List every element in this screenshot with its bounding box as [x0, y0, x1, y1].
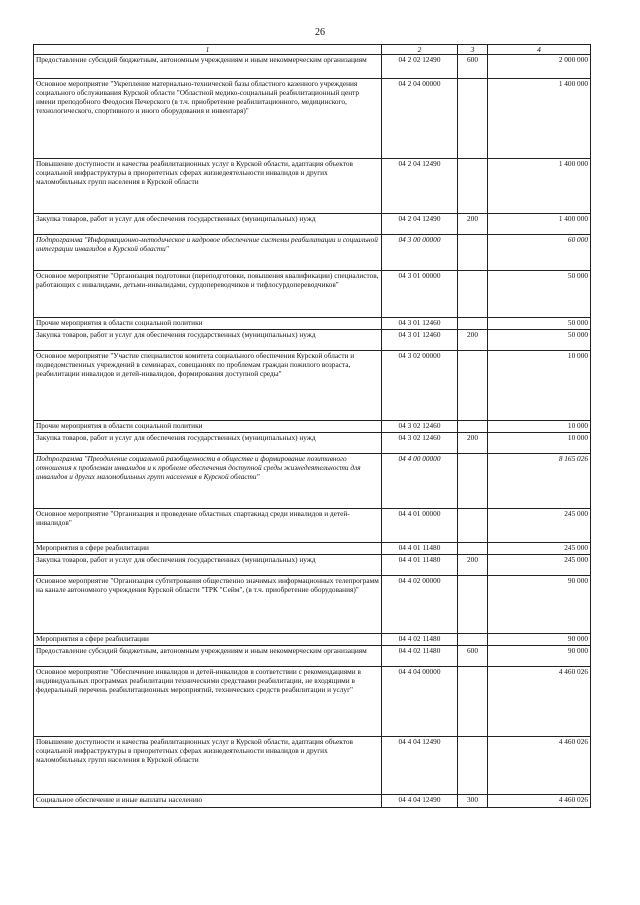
row-type-cell: 200 — [458, 433, 488, 454]
row-name-cell: Основное мероприятие "Укрепление материально-технической базы областного казенного учреждения социального обслуживания Курской области "Областной медико-социальный реабилитационный центр имени преподобного Феодосия Печерского (в т.ч. приобретение реабилитационного, медицинского, технологического, спортивного и иного оборудования и инвентаря)" — [34, 79, 382, 159]
row-name-cell: Закупка товаров, работ и услуг для обеспечения государственных (муниципальных) нужд — [34, 214, 382, 235]
row-amount-cell: 245 000 — [488, 509, 591, 543]
row-code-cell: 04 3 01 00000 — [382, 271, 458, 318]
row-amount-cell: 245 000 — [488, 543, 591, 555]
row-code-cell: 04 4 02 00000 — [382, 576, 458, 634]
row-type-cell — [458, 351, 488, 421]
row-type-cell: 600 — [458, 55, 488, 79]
row-name-cell: Подпрограмма "Преодоление социальной разобщенности в обществе и формирование позитивного отношения к проблемам инвалидов и к проблеме обеспечения доступной среды жизнедеятельности для инвалидов и других маломобильных групп населения в Курской области" — [34, 454, 382, 509]
row-name-cell: Закупка товаров, работ и услуг для обеспечения государственных (муниципальных) нужд — [34, 433, 382, 454]
header-cell-2: 2 — [382, 45, 458, 55]
row-type-cell — [458, 318, 488, 330]
row-name-cell: Закупка товаров, работ и услуг для обеспечения государственных (муниципальных) нужд — [34, 555, 382, 576]
row-code-cell: 04 4 04 12490 — [382, 737, 458, 795]
page-number: 26 — [315, 27, 325, 38]
table-row — [34, 421, 591, 433]
row-amount-cell: 2 000 000 — [488, 55, 591, 79]
row-amount-cell: 10 000 — [488, 351, 591, 421]
table-row — [34, 576, 591, 634]
table-row — [34, 646, 591, 667]
table-row — [34, 330, 591, 351]
row-code-cell: 04 2 04 12490 — [382, 214, 458, 235]
row-code-cell: 04 4 00 00000 — [382, 454, 458, 509]
row-type-cell: 600 — [458, 646, 488, 667]
row-type-cell — [458, 159, 488, 214]
table-row — [34, 235, 591, 271]
row-amount-cell: 90 000 — [488, 576, 591, 634]
row-amount-cell: 90 000 — [488, 646, 591, 667]
row-amount-cell: 245 000 — [488, 555, 591, 576]
table-body — [34, 45, 591, 808]
row-name-cell: Основное мероприятие "Организация субтитрования общественно значимых информационных телепрограмм на канале автономного учреждения Курской области "ТРК "Сейм", (в т.ч. приобретение оборудования)" — [34, 576, 382, 634]
row-type-cell — [458, 79, 488, 159]
row-amount-cell: 4 460 026 — [488, 667, 591, 737]
table-row — [34, 667, 591, 737]
row-code-cell: 04 2 04 12490 — [382, 159, 458, 214]
row-code-cell: 04 4 02 11480 — [382, 646, 458, 667]
table-row — [34, 634, 591, 646]
row-code-cell: 04 3 01 12460 — [382, 318, 458, 330]
row-code-cell: 04 3 02 00000 — [382, 351, 458, 421]
table-row — [34, 454, 591, 509]
row-code-cell: 04 2 02 12490 — [382, 55, 458, 79]
row-amount-cell: 50 000 — [488, 271, 591, 318]
row-type-cell — [458, 634, 488, 646]
row-type-cell: 300 — [458, 795, 488, 808]
row-name-cell: Закупка товаров, работ и услуг для обеспечения государственных (муниципальных) нужд — [34, 330, 382, 351]
row-type-cell — [458, 421, 488, 433]
row-code-cell: 04 3 02 12460 — [382, 421, 458, 433]
row-amount-cell: 4 460 026 — [488, 737, 591, 795]
table-row — [34, 509, 591, 543]
row-amount-cell: 1 400 000 — [488, 159, 591, 214]
row-code-cell: 04 3 01 12460 — [382, 330, 458, 351]
row-name-cell: Прочие мероприятия в области социальной политики — [34, 318, 382, 330]
table-row — [34, 214, 591, 235]
row-code-cell: 04 4 01 00000 — [382, 509, 458, 543]
row-amount-cell: 50 000 — [488, 318, 591, 330]
row-type-cell — [458, 271, 488, 318]
row-type-cell — [458, 667, 488, 737]
row-name-cell: Основное мероприятие "Обеспечение инвалидов и детей-инвалидов в соответствии с рекомендациями в индивидуальных программах реабилитации техническими средствами реабилитации, не входящими в федеральный перечень реабилитационных мероприятий, технических средств реабилитации и услуг" — [34, 667, 382, 737]
budget-table — [33, 44, 591, 808]
row-type-cell: 200 — [458, 555, 488, 576]
table-row — [34, 271, 591, 318]
row-code-cell: 04 2 04 00000 — [382, 79, 458, 159]
header-row — [34, 45, 591, 55]
row-amount-cell: 10 000 — [488, 421, 591, 433]
header-cell-4: 4 — [488, 45, 591, 55]
table-row — [34, 318, 591, 330]
row-type-cell — [458, 454, 488, 509]
table-row — [34, 737, 591, 795]
row-code-cell: 04 4 02 11480 — [382, 634, 458, 646]
row-amount-cell: 4 460 026 — [488, 795, 591, 808]
row-type-cell: 200 — [458, 330, 488, 351]
table-row — [34, 555, 591, 576]
table-row — [34, 79, 591, 159]
row-code-cell: 04 3 00 00000 — [382, 235, 458, 271]
row-name-cell: Основное мероприятие "Участие специалистов комитета социального обеспечения Курской области и подведомственных учреждений в семинарах, совещаниях по проблемам граждан пожилого возраста, реабилитации инвалидов и детей-инвалидов, формирования доступной среды" — [34, 351, 382, 421]
header-cell-1: 1 — [34, 45, 382, 55]
row-amount-cell: 50 000 — [488, 330, 591, 351]
row-code-cell: 04 4 04 00000 — [382, 667, 458, 737]
table-row — [34, 55, 591, 79]
row-amount-cell: 1 400 000 — [488, 79, 591, 159]
row-type-cell — [458, 737, 488, 795]
row-name-cell: Основное мероприятие "Организация и проведение областных спартакиад среди инвалидов и детей-инвалидов" — [34, 509, 382, 543]
row-code-cell: 04 4 04 12490 — [382, 795, 458, 808]
row-name-cell: Предоставление субсидий бюджетным, автономным учреждениям и иным некоммерческим организациям — [34, 646, 382, 667]
row-type-cell — [458, 235, 488, 271]
table-row — [34, 433, 591, 454]
row-amount-cell: 8 165 026 — [488, 454, 591, 509]
row-name-cell: Подпрограмма "Информационно-методическое и кадровое обеспечение системы реабилитации и социальной интеграции инвалидов в Курской области" — [34, 235, 382, 271]
row-code-cell: 04 4 01 11480 — [382, 555, 458, 576]
row-name-cell: Основное мероприятие "Организация подготовки (переподготовки, повышения квалификации) специалистов, работающих с инвалидами, детьми-инвалидами, сурдопереводчиков и тифлосурдопереводчиков" — [34, 271, 382, 318]
row-amount-cell: 1 400 000 — [488, 214, 591, 235]
row-amount-cell: 90 000 — [488, 634, 591, 646]
row-name-cell: Социальное обеспечение и иные выплаты населению — [34, 795, 382, 808]
row-type-cell — [458, 509, 488, 543]
row-name-cell: Мероприятия в сфере реабилитации — [34, 634, 382, 646]
row-type-cell: 200 — [458, 214, 488, 235]
table-row — [34, 543, 591, 555]
row-name-cell: Повышение доступности и качества реабилитационных услуг в Курской области, адаптация объектов социальной инфраструктуры в приоритетных сферах жизнедеятельности инвалидов и других маломобильных групп населения в Курской области — [34, 737, 382, 795]
table-row — [34, 351, 591, 421]
row-code-cell: 04 3 02 12460 — [382, 433, 458, 454]
row-name-cell: Прочие мероприятия в области социальной политики — [34, 421, 382, 433]
row-amount-cell: 60 000 — [488, 235, 591, 271]
row-name-cell: Мероприятия в сфере реабилитации — [34, 543, 382, 555]
row-name-cell: Предоставление субсидий бюджетным, автономным учреждениям и иным некоммерческим организациям — [34, 55, 382, 79]
row-code-cell: 04 4 01 11480 — [382, 543, 458, 555]
row-type-cell — [458, 543, 488, 555]
row-amount-cell: 10 000 — [488, 433, 591, 454]
header-cell-3: 3 — [458, 45, 488, 55]
row-name-cell: Повышение доступности и качества реабилитационных услуг в Курской области, адаптация объектов социальной инфраструктуры в приоритетных сферах жизнедеятельности инвалидов и других маломобильных групп населения в Курской области — [34, 159, 382, 214]
table-row — [34, 795, 591, 808]
row-type-cell — [458, 576, 488, 634]
table-row — [34, 159, 591, 214]
